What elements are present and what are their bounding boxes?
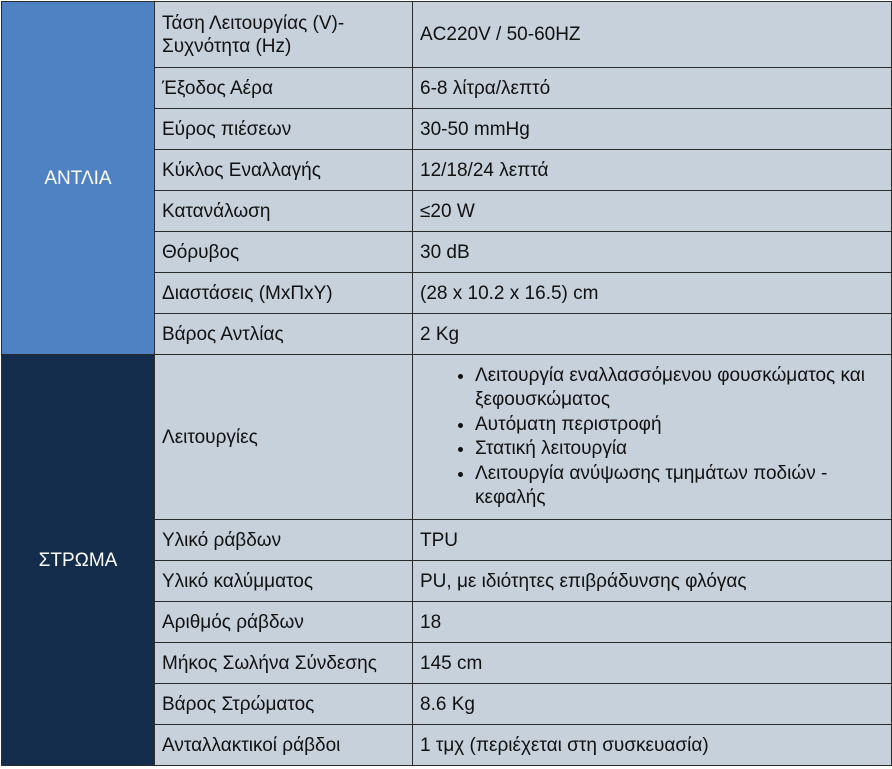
spec-value: 8.6 Kg <box>413 684 892 725</box>
spec-label: Υλικό καλύμματος <box>155 561 413 602</box>
spec-label: Θόρυβος <box>155 232 413 273</box>
spec-label: Διαστάσεις (ΜxΠxΥ) <box>155 273 413 314</box>
spec-label: Υλικό ράβδων <box>155 520 413 561</box>
spec-value: 6-8 λίτρα/λεπτό <box>413 68 892 109</box>
list-item: • Στατική λειτουργία <box>475 437 884 462</box>
group-header-mattress: ΣΤΡΩΜΑ <box>2 355 155 766</box>
spec-label: Τάση Λειτουργίας (V)-Συχνότητα (Hz) <box>155 2 413 68</box>
spec-label: Αριθμός ράβδων <box>155 602 413 643</box>
spec-label: Μήκος Σωλήνα Σύνδεσης <box>155 643 413 684</box>
spec-value: (28 x 10.2 x 16.5) cm <box>413 273 892 314</box>
table-row <box>2 2 892 68</box>
list-item: • Λειτουργία εναλλασσόμενου φουσκώματος και ξεφουσκώματος <box>475 364 884 413</box>
list-item: • Αυτόματη περιστροφή <box>475 413 884 438</box>
spec-value: 145 cm <box>413 643 892 684</box>
table-row <box>2 355 892 520</box>
spec-label: Κύκλος Εναλλαγής <box>155 150 413 191</box>
spec-value: 18 <box>413 602 892 643</box>
spec-label: Βάρος Αντλίας <box>155 314 413 355</box>
group-header-pump: ΑΝΤΛΙΑ <box>2 2 155 355</box>
list-item: • Λειτουργία ανύψωσης τμημάτων ποδιών - κεφαλής <box>475 462 884 511</box>
spec-value: 1 τμχ (περιέχεται στη συσκευασία) <box>413 725 892 766</box>
functions-cell <box>413 355 892 520</box>
spec-value: PU, με ιδιότητες επιβράδυνσης φλόγας <box>413 561 892 602</box>
spec-value: TPU <box>413 520 892 561</box>
spec-label: Ανταλλακτικοί ράβδοι <box>155 725 413 766</box>
spec-table <box>1 1 892 766</box>
spec-label: Λειτουργίες <box>155 355 413 520</box>
spec-label: Κατανάλωση <box>155 191 413 232</box>
functions-list <box>420 364 884 511</box>
spec-label: Βάρος Στρώματος <box>155 684 413 725</box>
spec-value: AC220V / 50-60HZ <box>413 2 892 68</box>
spec-value: ≤20 W <box>413 191 892 232</box>
spec-label: Εύρος πιέσεων <box>155 109 413 150</box>
spec-value: 30 dB <box>413 232 892 273</box>
spec-value: 12/18/24 λεπτά <box>413 150 892 191</box>
spec-value: 2 Kg <box>413 314 892 355</box>
spec-value: 30-50 mmHg <box>413 109 892 150</box>
spec-label: Έξοδος Αέρα <box>155 68 413 109</box>
